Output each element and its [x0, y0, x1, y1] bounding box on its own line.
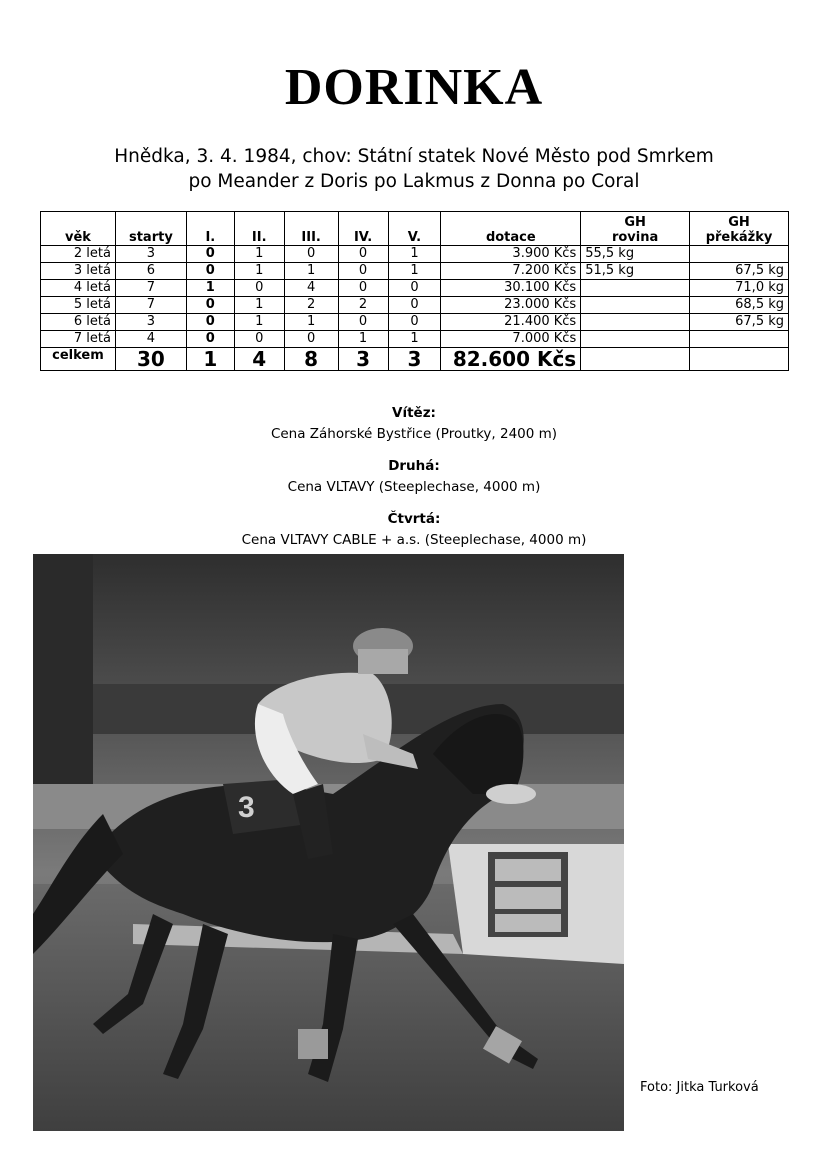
cell-fourth: 0: [338, 263, 388, 280]
cell-second: 1: [234, 263, 284, 280]
second-race: Cena VLTAVY (Steeplechase, 4000 m): [287, 479, 541, 495]
cell-gh-jump: [690, 331, 789, 348]
cell-age: 3 letá: [41, 263, 116, 280]
cell-fifth: 0: [388, 314, 441, 331]
cell-age: 4 letá: [41, 280, 116, 297]
cell-first: 0: [186, 246, 234, 263]
total-fourth: 3: [338, 348, 388, 371]
second-heading: Druhá:: [388, 458, 440, 474]
table-row: [41, 331, 789, 348]
total-third: 8: [284, 348, 338, 371]
cell-second: 1: [234, 246, 284, 263]
second-section: [0, 456, 828, 498]
cell-age: 7 letá: [41, 331, 116, 348]
table-row: [41, 280, 789, 297]
cell-starts: 6: [115, 263, 186, 280]
cell-second: 0: [234, 280, 284, 297]
cell-gh-flat: [581, 297, 690, 314]
cell-prize: 3.900 Kčs: [441, 246, 581, 263]
winner-race: Cena Záhorské Bystřice (Proutky, 2400 m): [270, 426, 558, 442]
cell-age: 6 letá: [41, 314, 116, 331]
table-row: [41, 263, 789, 280]
page-title: DORINKA: [284, 59, 544, 116]
cell-gh-flat: 51,5 kg: [581, 263, 690, 280]
total-row: [41, 348, 789, 371]
header-third: III.: [284, 212, 338, 246]
cell-gh-jump: [690, 246, 789, 263]
header-prize: dotace: [441, 212, 581, 246]
cell-third: 4: [284, 280, 338, 297]
cell-starts: 7: [115, 280, 186, 297]
cell-prize: 7.200 Kčs: [441, 263, 581, 280]
cell-second: 1: [234, 314, 284, 331]
cell-gh-jump: 67,5 kg: [690, 314, 789, 331]
cell-age: 5 letá: [41, 297, 116, 314]
header-gh-jump: GH překážky: [690, 212, 789, 246]
header-fourth: IV.: [338, 212, 388, 246]
cell-first: 0: [186, 331, 234, 348]
cell-fifth: 0: [388, 297, 441, 314]
winner-section: [0, 403, 828, 445]
total-label: celkem: [41, 348, 116, 371]
cell-starts: 3: [115, 314, 186, 331]
fourth-section: [0, 509, 828, 551]
cell-fifth: 0: [388, 280, 441, 297]
cell-first: 0: [186, 297, 234, 314]
header-starts: starty: [115, 212, 186, 246]
cell-first: 1: [186, 280, 234, 297]
total-second: 4: [234, 348, 284, 371]
total-gh-jump: [690, 348, 789, 371]
header-fifth: V.: [388, 212, 441, 246]
cell-fourth: 1: [338, 331, 388, 348]
cell-fifth: 1: [388, 246, 441, 263]
header-first: I.: [186, 212, 234, 246]
cell-third: 0: [284, 246, 338, 263]
cell-prize: 21.400 Kčs: [441, 314, 581, 331]
cell-third: 1: [284, 263, 338, 280]
cell-fourth: 2: [338, 297, 388, 314]
cell-second: 0: [234, 331, 284, 348]
total-first: 1: [186, 348, 234, 371]
total-starts: 30: [115, 348, 186, 371]
total-prize: 82.600 Kčs: [441, 348, 581, 371]
winner-heading: Vítěz:: [392, 405, 436, 421]
cell-first: 0: [186, 263, 234, 280]
fourth-race: Cena VLTAVY CABLE + a.s. (Steeplechase, 4000 m): [241, 532, 587, 548]
cell-fifth: 1: [388, 331, 441, 348]
cell-gh-flat: [581, 314, 690, 331]
header-gh-flat: GH rovina: [581, 212, 690, 246]
cell-prize: 30.100 Kčs: [441, 280, 581, 297]
cell-prize: 23.000 Kčs: [441, 297, 581, 314]
table-row: [41, 246, 789, 263]
cell-gh-jump: 68,5 kg: [690, 297, 789, 314]
cell-first: 0: [186, 314, 234, 331]
cell-age: 2 letá: [41, 246, 116, 263]
cell-gh-flat: [581, 280, 690, 297]
cell-second: 1: [234, 297, 284, 314]
cell-fourth: 0: [338, 246, 388, 263]
cell-third: 1: [284, 314, 338, 331]
cell-starts: 7: [115, 297, 186, 314]
cell-gh-flat: [581, 331, 690, 348]
table-row: [41, 314, 789, 331]
cell-fourth: 0: [338, 280, 388, 297]
cell-fourth: 0: [338, 314, 388, 331]
photo-credit: Foto: Jitka Turková: [640, 1080, 759, 1095]
cell-prize: 7.000 Kčs: [441, 331, 581, 348]
header-second: II.: [234, 212, 284, 246]
results-table: [40, 211, 789, 371]
saddle-number: 3: [238, 791, 255, 824]
pedigree-line-2: po Meander z Doris po Lakmus z Donna po Coral: [188, 171, 640, 192]
total-fifth: 3: [388, 348, 441, 371]
cell-third: 2: [284, 297, 338, 314]
cell-fifth: 1: [388, 263, 441, 280]
cell-gh-jump: 67,5 kg: [690, 263, 789, 280]
cell-third: 0: [284, 331, 338, 348]
cell-gh-jump: 71,0 kg: [690, 280, 789, 297]
table-header-row: [41, 212, 789, 246]
cell-starts: 4: [115, 331, 186, 348]
fourth-heading: Čtvrtá:: [387, 511, 441, 527]
header-age: věk: [41, 212, 116, 246]
table-row: [41, 297, 789, 314]
horse-photo: [33, 554, 624, 1131]
cell-starts: 3: [115, 246, 186, 263]
pedigree-line-1: Hnědka, 3. 4. 1984, chov: Státní statek Nové Město pod Smrkem: [114, 146, 714, 167]
total-gh-flat: [581, 348, 690, 371]
cell-gh-flat: 55,5 kg: [581, 246, 690, 263]
